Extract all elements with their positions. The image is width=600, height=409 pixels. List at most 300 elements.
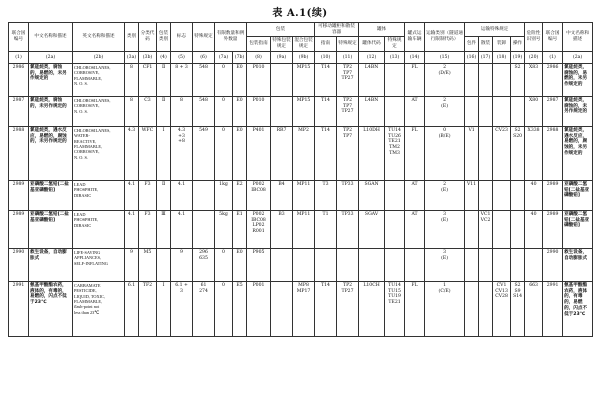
cell-labels-line: +8 <box>178 139 185 145</box>
header-pack-instr: 包装指南 <box>247 37 271 51</box>
cell-portable-instr: T14 <box>315 126 337 180</box>
cell-en-name-line: flash-point not <box>74 304 100 310</box>
cell-tank-special <box>385 63 405 96</box>
cell-cn-name-2: 氨基甲酸酯农药，液体的，有毒的，易燃的，闪点不低于23℃ <box>563 281 593 336</box>
cell-class-code: C3 <box>139 96 157 126</box>
header-portable-group: 可移动罐柜和散装容器 <box>315 23 359 37</box>
cell-limited-qty: 5kg <box>215 210 233 248</box>
cell-tank-code: SGAN <box>359 180 385 210</box>
cell-un-no: 2989 <box>9 210 29 248</box>
cell-un-no-2: 2990 <box>543 248 563 281</box>
cell-hazard-id: X338 <box>525 126 543 180</box>
cell-portable-special <box>337 126 359 180</box>
cell-portable-special <box>337 63 359 96</box>
cell-portable-special-line: TP2 TP7 <box>343 97 353 109</box>
cell-en-name-line: CHLOROSILANES, <box>74 64 111 70</box>
header-portable-special: 特殊规定 <box>337 37 359 51</box>
cell-en-name-line: N. O. S. <box>74 81 88 87</box>
table-body <box>9 63 593 336</box>
header-ts-package: 包件 <box>465 37 479 51</box>
cell-en-name-line: CHLOROSILANES, <box>74 97 111 103</box>
cell-ts-package <box>465 281 479 336</box>
cell-tank-special <box>385 281 405 336</box>
cell-class-code: CF1 <box>139 63 157 96</box>
cell-special-provisions <box>193 248 215 281</box>
cell-class: 4.1 <box>125 180 139 210</box>
cell-pack-instr-line: P905 <box>252 249 265 255</box>
cell-en-name-line: CORROSIVE, <box>74 103 100 109</box>
cell-en-name-line: LEAD <box>74 211 86 217</box>
cell-en-name <box>73 248 125 281</box>
cell-transport-category-line: (E) <box>441 187 449 193</box>
header-tank-special: 特殊规定 <box>385 37 405 51</box>
cell-ts-package <box>465 96 479 126</box>
cell-pack-instr <box>247 248 271 281</box>
cell-pack-instr <box>247 126 271 180</box>
cell-en-name-line: FLAMMABLE, <box>74 75 103 81</box>
cell-portable-special <box>337 281 359 336</box>
cell-packing-group: Ⅲ <box>157 210 171 248</box>
column-code: (7b) <box>233 51 247 63</box>
cell-vehicle <box>405 248 425 281</box>
cell-en-name-line: FLAMMABLE, <box>74 299 103 305</box>
cell-portable-special-line: TP7 <box>343 70 353 76</box>
header-hazard-id: 危险性识别号 <box>525 23 543 52</box>
cell-portable-special <box>337 248 359 281</box>
cell-transport-category-line: 2 <box>443 181 447 187</box>
cell-un-no-2: 2988 <box>543 126 563 180</box>
cell-un-no: 2987 <box>9 96 29 126</box>
cell-ts-operation: S2 S9 S14 <box>511 281 525 336</box>
cell-en-name-line: LIQUID, TOXIC, <box>74 293 105 299</box>
cell-ts-loading <box>493 63 511 96</box>
cell-packing-group: Ⅱ <box>157 96 171 126</box>
column-code: (16) <box>465 51 479 63</box>
cell-labels <box>171 180 193 210</box>
header-cn-name: 中文名称和描述 <box>29 23 73 52</box>
cell-vehicle: AT <box>405 210 425 248</box>
cell-mixed-packing: MP11 <box>293 180 315 210</box>
cell-un-no-2: 2989 <box>543 210 563 248</box>
cell-pack-instr <box>247 210 271 248</box>
cell-portable-instr: T1 <box>315 210 337 248</box>
cell-tank-special <box>385 180 405 210</box>
cell-un-no-2: 2989 <box>543 180 563 210</box>
cell-ts-operation <box>511 180 525 210</box>
cell-labels-line: 9 <box>180 249 183 255</box>
cell-ts-operation: S2 <box>511 63 525 96</box>
cell-pack-special: B3 <box>271 210 293 248</box>
cell-special-provisions-line: 548 <box>199 97 208 103</box>
cell-special-provisions <box>193 180 215 210</box>
cell-hazard-id: X83 <box>525 63 543 96</box>
cell-un-no: 2986 <box>9 63 29 96</box>
cell-pack-instr-line: P002 <box>252 211 265 217</box>
cell-class-code: TF2 <box>139 281 157 336</box>
cell-vehicle: AT <box>405 180 425 210</box>
cell-special-provisions-line: 548 <box>199 64 208 70</box>
cell-en-name-line: LEAD <box>74 181 86 187</box>
table-row <box>9 248 593 281</box>
cell-ts-package <box>465 63 479 96</box>
cell-tank-special-line: TU15 <box>388 288 401 294</box>
cell-tank-special-line: TE21 <box>388 139 401 145</box>
cell-pack-instr-line: P001 <box>252 282 265 288</box>
cell-tank-special-line: TM3 <box>389 150 400 156</box>
cell-class: 6.1 <box>125 281 139 336</box>
cell-pack-instr-line: IBC08 <box>251 187 266 193</box>
cell-tank-code: L10DH <box>359 126 385 180</box>
cell-ts-operation <box>511 210 525 248</box>
cell-class-code: WFC <box>139 126 157 180</box>
cell-special-provisions <box>193 281 215 336</box>
cell-packing-group: Ⅱ <box>157 63 171 96</box>
cell-limited-qty: 0 <box>215 281 233 336</box>
cell-tank-code: L10CH <box>359 281 385 336</box>
cell-tank-special-line: TU14 <box>388 127 401 133</box>
column-code: (1) <box>543 51 563 63</box>
cell-portable-special-line: TP33 <box>341 211 354 217</box>
cell-pack-instr <box>247 180 271 210</box>
cell-pack-instr <box>247 281 271 336</box>
cell-hazard-id: 40 <box>525 180 543 210</box>
cell-en-name-line: CORROSIVE, <box>74 70 100 76</box>
cell-tank-special <box>385 96 405 126</box>
cell-pack-special <box>271 248 293 281</box>
cell-mixed-packing: MP11 <box>293 210 315 248</box>
cell-labels-line: 6.1 + <box>175 282 188 288</box>
cell-packing-group: Ⅱ <box>157 180 171 210</box>
cell-transport-category-line: 2 <box>443 97 447 103</box>
cell-pack-instr-line: P010 <box>252 97 265 103</box>
cell-pack-instr-line: P401 <box>252 127 265 133</box>
column-code: (2a) <box>563 51 593 63</box>
cell-ts-bulk: VC1 VC2 <box>479 210 493 248</box>
cell-labels <box>171 63 193 96</box>
cell-tank-special-line: TU14 <box>388 282 401 288</box>
cell-cn-name-2: 氯硅烷类，腐蚀的，未另作规定的 <box>563 96 593 126</box>
cell-un-no-2: 2987 <box>543 96 563 126</box>
header-ts-operation: 操作 <box>511 37 525 51</box>
cell-ts-package: V1 <box>465 126 479 180</box>
cell-cn-name: 氯硅烷类，腐蚀的，易燃的，未另作规定的 <box>29 63 73 96</box>
column-code: (13) <box>385 51 405 63</box>
cell-special-provisions-line: 61 <box>200 282 207 288</box>
cell-portable-special-line: TP2 <box>343 64 353 70</box>
cell-hazard-id: 40 <box>525 210 543 248</box>
header-packaging-group: 包装 <box>247 23 315 37</box>
cell-special-provisions <box>193 210 215 248</box>
cell-special-provisions <box>193 63 215 96</box>
cell-labels-line: 3 <box>180 288 183 294</box>
cell-en-name-line: CARBAMATE <box>74 282 101 288</box>
cell-tank-special-line: TE21 <box>388 300 401 306</box>
header-un-no: 联合国编号 <box>9 23 29 52</box>
cell-en-name-line: WATER- <box>74 133 90 139</box>
cell-class-code: F3 <box>139 210 157 248</box>
cell-ts-bulk <box>479 126 493 180</box>
dangerous-goods-table <box>8 22 593 337</box>
cell-packing-group: Ⅰ <box>157 281 171 336</box>
cell-ts-operation: S2 S20 <box>511 126 525 180</box>
cell-tank-code: L4BN <box>359 96 385 126</box>
cell-limited-qty: 0 <box>215 126 233 180</box>
cell-ts-bulk <box>479 248 493 281</box>
header-limited-excepted: 有限数量和例外数量 <box>215 23 247 52</box>
header-mixed-packing: 混合包装规定 <box>293 37 315 51</box>
cell-portable-instr: T14 <box>315 96 337 126</box>
cell-labels <box>171 210 193 248</box>
cell-pack-special: B4 <box>271 180 293 210</box>
cell-tank-special-line: TU26 <box>388 133 401 139</box>
column-code: (19) <box>511 51 525 63</box>
cell-mixed-packing: MP15 <box>293 63 315 96</box>
cell-ts-package <box>465 210 479 248</box>
cell-en-name-line: SELF-INFLATING <box>74 260 108 266</box>
cell-transport-category-line: 3 <box>443 249 447 255</box>
cell-vehicle: AT <box>405 96 425 126</box>
cell-ts-loading <box>493 248 511 281</box>
cell-class-code: M5 <box>139 248 157 281</box>
cell-class: 9 <box>125 248 139 281</box>
cell-labels-line: 4.3 <box>177 127 186 133</box>
header-en-name: 英文名称和描述 <box>73 23 125 52</box>
cell-transport-category <box>425 126 465 180</box>
cell-en-name-line: DIBASIC <box>74 192 92 198</box>
cell-mixed-packing: MP8 MP17 <box>293 281 315 336</box>
cell-labels-line: +3 <box>178 133 185 139</box>
cell-portable-instr: T14 <box>315 63 337 96</box>
cell-class: 8 <box>125 96 139 126</box>
header-special-provisions: 特殊规定 <box>193 23 215 52</box>
cell-cn-name: 亚磷酸二氢铅[二盐基亚磷酸铅] <box>29 210 73 248</box>
cell-vehicle: FL <box>405 63 425 96</box>
cell-portable-special <box>337 96 359 126</box>
cell-tank-special <box>385 210 405 248</box>
table-row <box>9 180 593 210</box>
cell-pack-instr-line: P010 <box>252 64 265 70</box>
cell-hazard-id <box>525 248 543 281</box>
cell-ts-bulk <box>479 180 493 210</box>
cell-pack-instr-line: P002 <box>252 181 265 187</box>
header-un-no-2: 联合国编号 <box>543 23 563 52</box>
cell-labels-line: 4.1 <box>177 181 186 187</box>
column-code: (14) <box>405 51 425 63</box>
cell-excepted-qty: E0 <box>233 248 247 281</box>
cell-ts-loading: CV23 <box>493 126 511 180</box>
cell-en-name-line: PHOSPHITE, <box>74 217 99 223</box>
cell-special-provisions <box>193 96 215 126</box>
cell-ts-bulk <box>479 63 493 96</box>
cell-special-provisions-line: 635 <box>199 255 208 261</box>
column-code: (18) <box>493 51 511 63</box>
header-transport-special: 运输特殊规定 <box>465 23 525 37</box>
column-code: (6) <box>193 51 215 63</box>
cell-pack-instr-line: IBC08 <box>251 217 266 223</box>
cell-mixed-packing: MP2 <box>293 126 315 180</box>
cell-portable-special-line: TP2 <box>343 282 353 288</box>
column-code: (9a) <box>271 51 293 63</box>
cell-transport-category-line: 2 <box>443 64 447 70</box>
cell-special-provisions-line: 274 <box>199 288 208 294</box>
cell-transport-category-line: 0 <box>443 127 447 133</box>
column-code: (5) <box>171 51 193 63</box>
column-code: (3b) <box>139 51 157 63</box>
cell-class: 4.3 <box>125 126 139 180</box>
cell-transport-category-line: (E) <box>441 255 449 261</box>
cell-ts-bulk <box>479 281 493 336</box>
table-row <box>9 210 593 248</box>
cell-portable-instr: T14 <box>315 281 337 336</box>
cell-tank-code <box>359 248 385 281</box>
cell-limited-qty: 0 <box>215 63 233 96</box>
cell-ts-loading <box>493 180 511 210</box>
column-code: (11) <box>337 51 359 63</box>
cell-limited-qty: 0 <box>215 248 233 281</box>
cell-ts-package <box>465 248 479 281</box>
cell-en-name-line: CORROSIVE, <box>74 149 100 155</box>
cell-en-name <box>73 96 125 126</box>
cell-ts-loading <box>493 96 511 126</box>
header-packing-group: 包装类别 <box>157 23 171 52</box>
table-row <box>9 96 593 126</box>
cell-excepted-qty: E0 <box>233 126 247 180</box>
cell-special-provisions-line: 296 <box>199 249 208 255</box>
cell-labels-line: 4.1 <box>177 211 186 217</box>
cell-en-name-line: N. O. S. <box>74 154 88 160</box>
cell-portable-special-line: TP27 <box>341 76 354 82</box>
cell-portable-special-line: TP7 <box>343 133 353 139</box>
cell-transport-category-line: (B/E) <box>438 133 451 139</box>
cell-tank-special-line: TU19 <box>388 294 401 300</box>
cell-en-name-line: APPLIANCES, <box>74 255 102 261</box>
cell-portable-instr <box>315 248 337 281</box>
column-code: (12) <box>359 51 385 63</box>
cell-transport-category <box>425 63 465 96</box>
cell-transport-category-line: 3 <box>443 211 447 217</box>
cell-cn-name-2: 亚磷酸二氢铅[二盐基亚磷酸铅] <box>563 210 593 248</box>
cell-cn-name: 氯硅烷类，遇水反应，易燃的，腐蚀的，未另作规定的 <box>29 126 73 180</box>
column-code: (20) <box>525 51 543 63</box>
cell-cn-name-2: 氯硅烷类，遇水反应，易燃的，腐蚀的，未另作规定的 <box>563 126 593 180</box>
cell-en-name-line: less than 23℃ <box>74 309 100 315</box>
cell-en-name <box>73 210 125 248</box>
cell-tank-special <box>385 126 405 180</box>
header-vehicle: 罐式运输车辆 <box>405 23 425 52</box>
cell-un-no: 2988 <box>9 126 29 180</box>
cell-pack-special <box>271 281 293 336</box>
header-tank-code: 罐体代码 <box>359 37 385 51</box>
table-title: 表 A.1(续) <box>272 8 328 19</box>
cell-limited-qty: 0 <box>215 96 233 126</box>
cell-en-name-line: PESTICIDE, <box>74 288 97 294</box>
cell-ts-loading: CV1 CV13 CV28 <box>493 281 511 336</box>
header-portable-instr: 指南 <box>315 37 337 51</box>
cell-labels <box>171 96 193 126</box>
cell-labels-line: 8 + 3 <box>175 64 188 70</box>
cell-transport-category <box>425 281 465 336</box>
column-code: (8) <box>247 51 271 63</box>
column-code: (4) <box>157 51 171 63</box>
cell-transport-category-line: (E) <box>441 217 449 223</box>
cell-mixed-packing <box>293 248 315 281</box>
cell-en-name-line: REACTIVE, <box>74 138 97 144</box>
column-code: (2a) <box>29 51 73 63</box>
cell-excepted-qty: E1 <box>233 210 247 248</box>
header-class-code: 分类代码 <box>139 23 157 52</box>
cell-en-name-line: LIFE-SAVING <box>74 249 101 255</box>
cell-en-name <box>73 126 125 180</box>
header-transport-category: 运输类别（隧道通行限制代码） <box>425 23 465 52</box>
cell-labels <box>171 248 193 281</box>
table-row <box>9 281 593 336</box>
cell-excepted-qty: E5 <box>233 281 247 336</box>
cell-pack-instr-line: R001 <box>252 229 265 235</box>
cell-en-name-line: N. O. S. <box>74 108 88 114</box>
cell-portable-special-line: TP27 <box>341 109 354 115</box>
cell-ts-bulk <box>479 96 493 126</box>
cell-tank-code: SGAV <box>359 210 385 248</box>
cell-portable-special-line: TP33 <box>341 181 354 187</box>
cell-pack-special: RR7 <box>271 126 293 180</box>
cell-class: 8 <box>125 63 139 96</box>
header-tank-group: 罐体 <box>359 23 405 37</box>
cell-cn-name-2: 亚磷酸二氢铅[二盐基亚磷酸铅] <box>563 180 593 210</box>
cell-portable-special <box>337 210 359 248</box>
cell-portable-special-line: TP2 <box>343 127 353 133</box>
cell-cn-name: 氨基甲酸酯农药，液体的，有毒的，易燃的，闪点不低于23℃ <box>29 281 73 336</box>
cell-labels <box>171 126 193 180</box>
cell-transport-category <box>425 96 465 126</box>
header-pack-special: 特殊包装规定 <box>271 37 293 51</box>
cell-transport-category-line: 1 <box>443 282 447 288</box>
cell-transport-category-line: (E) <box>441 103 449 109</box>
cell-vehicle: FL <box>405 281 425 336</box>
cell-tank-code: L4BN <box>359 63 385 96</box>
column-code: (10) <box>315 51 337 63</box>
cell-portable-special-line: TP27 <box>341 288 354 294</box>
cell-cn-name: 亚磷酸二氢铅[二盐基亚磷酸铅] <box>29 180 73 210</box>
cell-limited-qty: 1kg <box>215 180 233 210</box>
column-code: (9b) <box>293 51 315 63</box>
header-labels: 标志 <box>171 23 193 52</box>
cell-transport-category <box>425 210 465 248</box>
cell-special-provisions-line: 549 <box>199 127 208 133</box>
cell-excepted-qty: E0 <box>233 96 247 126</box>
cell-pack-instr <box>247 96 271 126</box>
cell-en-name <box>73 180 125 210</box>
cell-class: 4.1 <box>125 210 139 248</box>
cell-ts-operation <box>511 96 525 126</box>
cell-en-name-line: FLAMMABLE, <box>74 144 103 150</box>
cell-packing-group: Ⅰ <box>157 126 171 180</box>
cell-mixed-packing: MP15 <box>293 96 315 126</box>
cell-en-name-line: CHLOROSILANES, <box>74 127 111 133</box>
column-code-row <box>9 51 593 63</box>
cell-en-name-line: PHOSPHITE, <box>74 187 99 193</box>
header-row-1 <box>9 23 593 37</box>
cell-labels <box>171 281 193 336</box>
column-code: (1) <box>9 51 29 63</box>
cell-cn-name-2: 氯硅烷类，腐蚀的，易燃的，未另作规定的 <box>563 63 593 96</box>
cell-un-no-2: 2991 <box>543 281 563 336</box>
cell-transport-category-line: (C/E) <box>438 288 451 294</box>
cell-portable-instr: T3 <box>315 180 337 210</box>
cell-pack-special <box>271 96 293 126</box>
header-ts-bulk: 散装 <box>479 37 493 51</box>
header-ts-loading: 装卸 <box>493 37 511 51</box>
cell-pack-instr <box>247 63 271 96</box>
